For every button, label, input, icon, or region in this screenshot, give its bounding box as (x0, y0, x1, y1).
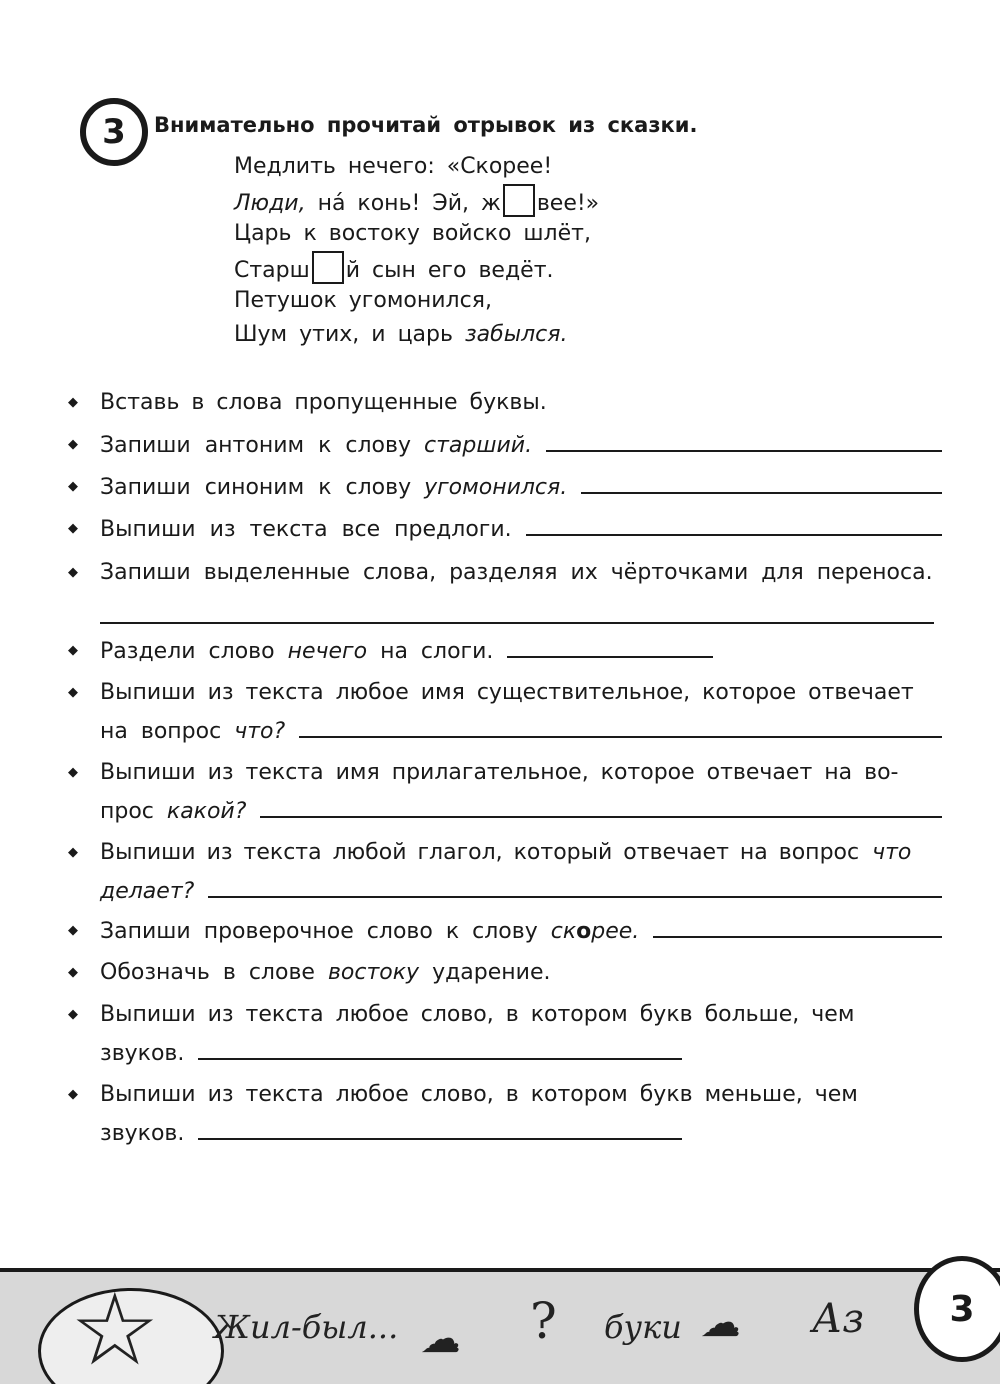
exercise-number-badge (80, 98, 148, 166)
fewer-letters-answer-line[interactable] (198, 1116, 682, 1140)
task-hyphenation: ◆ Запиши выделенные слова, разделяя их чёрточками для переноса. (68, 556, 942, 624)
check-word-answer-line[interactable] (653, 914, 942, 938)
footer-word-az: Аз (812, 1296, 865, 1342)
task-syllables: ◆ Раздели слово нечего на слоги. (68, 634, 942, 672)
page-number: 3 (914, 1256, 1000, 1362)
hyphenation-answer-line[interactable] (100, 594, 934, 624)
task-synonym: ◆ Запиши синоним к слову угомонился. (68, 470, 942, 508)
question-mark-icon: ? (530, 1292, 557, 1350)
poem-line-5: Петушок угомонился, (234, 288, 492, 313)
task-more-letters: ◆ Выпиши из текста любое слово, в котором букв больше, чем звуков. (68, 998, 942, 1074)
exercise-number: 3 (102, 112, 126, 152)
task-verb: ◆ Выпиши из текста любой глагол, который отвечает на вопрос что делает? (68, 836, 942, 912)
poem (234, 150, 599, 351)
bullet-icon: ◆ (68, 479, 78, 494)
missing-letter-box-2[interactable] (312, 251, 344, 284)
bullet-icon: ◆ (68, 845, 78, 860)
exercise-title: Внимательно прочитай отрывок из сказки. (154, 113, 698, 137)
task-adjective: ◆ Выпиши из текста имя прилагательное, которое отвечает на во- прос какой? (68, 756, 942, 832)
missing-letter-box-1[interactable] (503, 184, 535, 217)
poem-line-4: Старш й сын его ведёт. (234, 251, 599, 285)
poem-line-2: Люди, на́ конь! Эй, ж вее!» (234, 184, 599, 218)
antonym-answer-line[interactable] (546, 428, 942, 452)
task-fewer-letters: ◆ Выпиши из текста любое слово, в котором букв меньше, чем звуков. (68, 1078, 942, 1154)
bullet-icon: ◆ (68, 521, 78, 536)
bullet-icon: ◆ (68, 765, 78, 780)
poem-line-3: Царь к востоку войско шлёт, (234, 221, 591, 246)
star-icon: ☆ (70, 1271, 160, 1384)
syllables-answer-line[interactable] (507, 634, 713, 658)
more-letters-answer-line[interactable] (198, 1036, 682, 1060)
footer-decoration (0, 1268, 1000, 1384)
bullet-icon: ◆ (68, 965, 78, 980)
bullet-icon: ◆ (68, 395, 78, 410)
noun-answer-line[interactable] (299, 714, 942, 738)
verb-answer-line[interactable] (208, 874, 942, 898)
bullet-icon: ◆ (68, 643, 78, 658)
ink-blot-icon: ☁ (700, 1300, 740, 1346)
task-stress: ◆ Обозначь в слове востоку ударение. (68, 956, 942, 994)
poem-line-6: Шум утих, и царь забылся. (234, 321, 568, 347)
bullet-icon: ◆ (68, 437, 78, 452)
bullet-icon: ◆ (68, 685, 78, 700)
synonym-answer-line[interactable] (581, 470, 942, 494)
task-insert-letters: ◆ Вставь в слова пропущенные буквы. (68, 386, 942, 424)
task-antonym: ◆ Запиши антоним к слову старший. (68, 428, 942, 466)
bullet-icon: ◆ (68, 923, 78, 938)
task-prepositions: ◆ Выпиши из текста все предлоги. (68, 512, 942, 550)
bullet-icon: ◆ (68, 565, 78, 580)
footer-word-buki: буки (604, 1308, 682, 1346)
poem-line-1: Медлить нечего: «Скорее! (234, 154, 553, 179)
footer-word-zhil-byl: Жил-был... (214, 1308, 399, 1346)
ink-blot-icon: ☁ (420, 1316, 460, 1362)
prepositions-answer-line[interactable] (526, 512, 942, 536)
bullet-icon: ◆ (68, 1087, 78, 1102)
task-noun: ◆ Выпиши из текста любое имя существительное, которое отвечает на вопрос что? (68, 676, 942, 752)
adjective-answer-line[interactable] (260, 794, 942, 818)
task-check-word: ◆ Запиши проверочное слово к слову ск о рее. (68, 914, 942, 952)
bullet-icon: ◆ (68, 1007, 78, 1022)
